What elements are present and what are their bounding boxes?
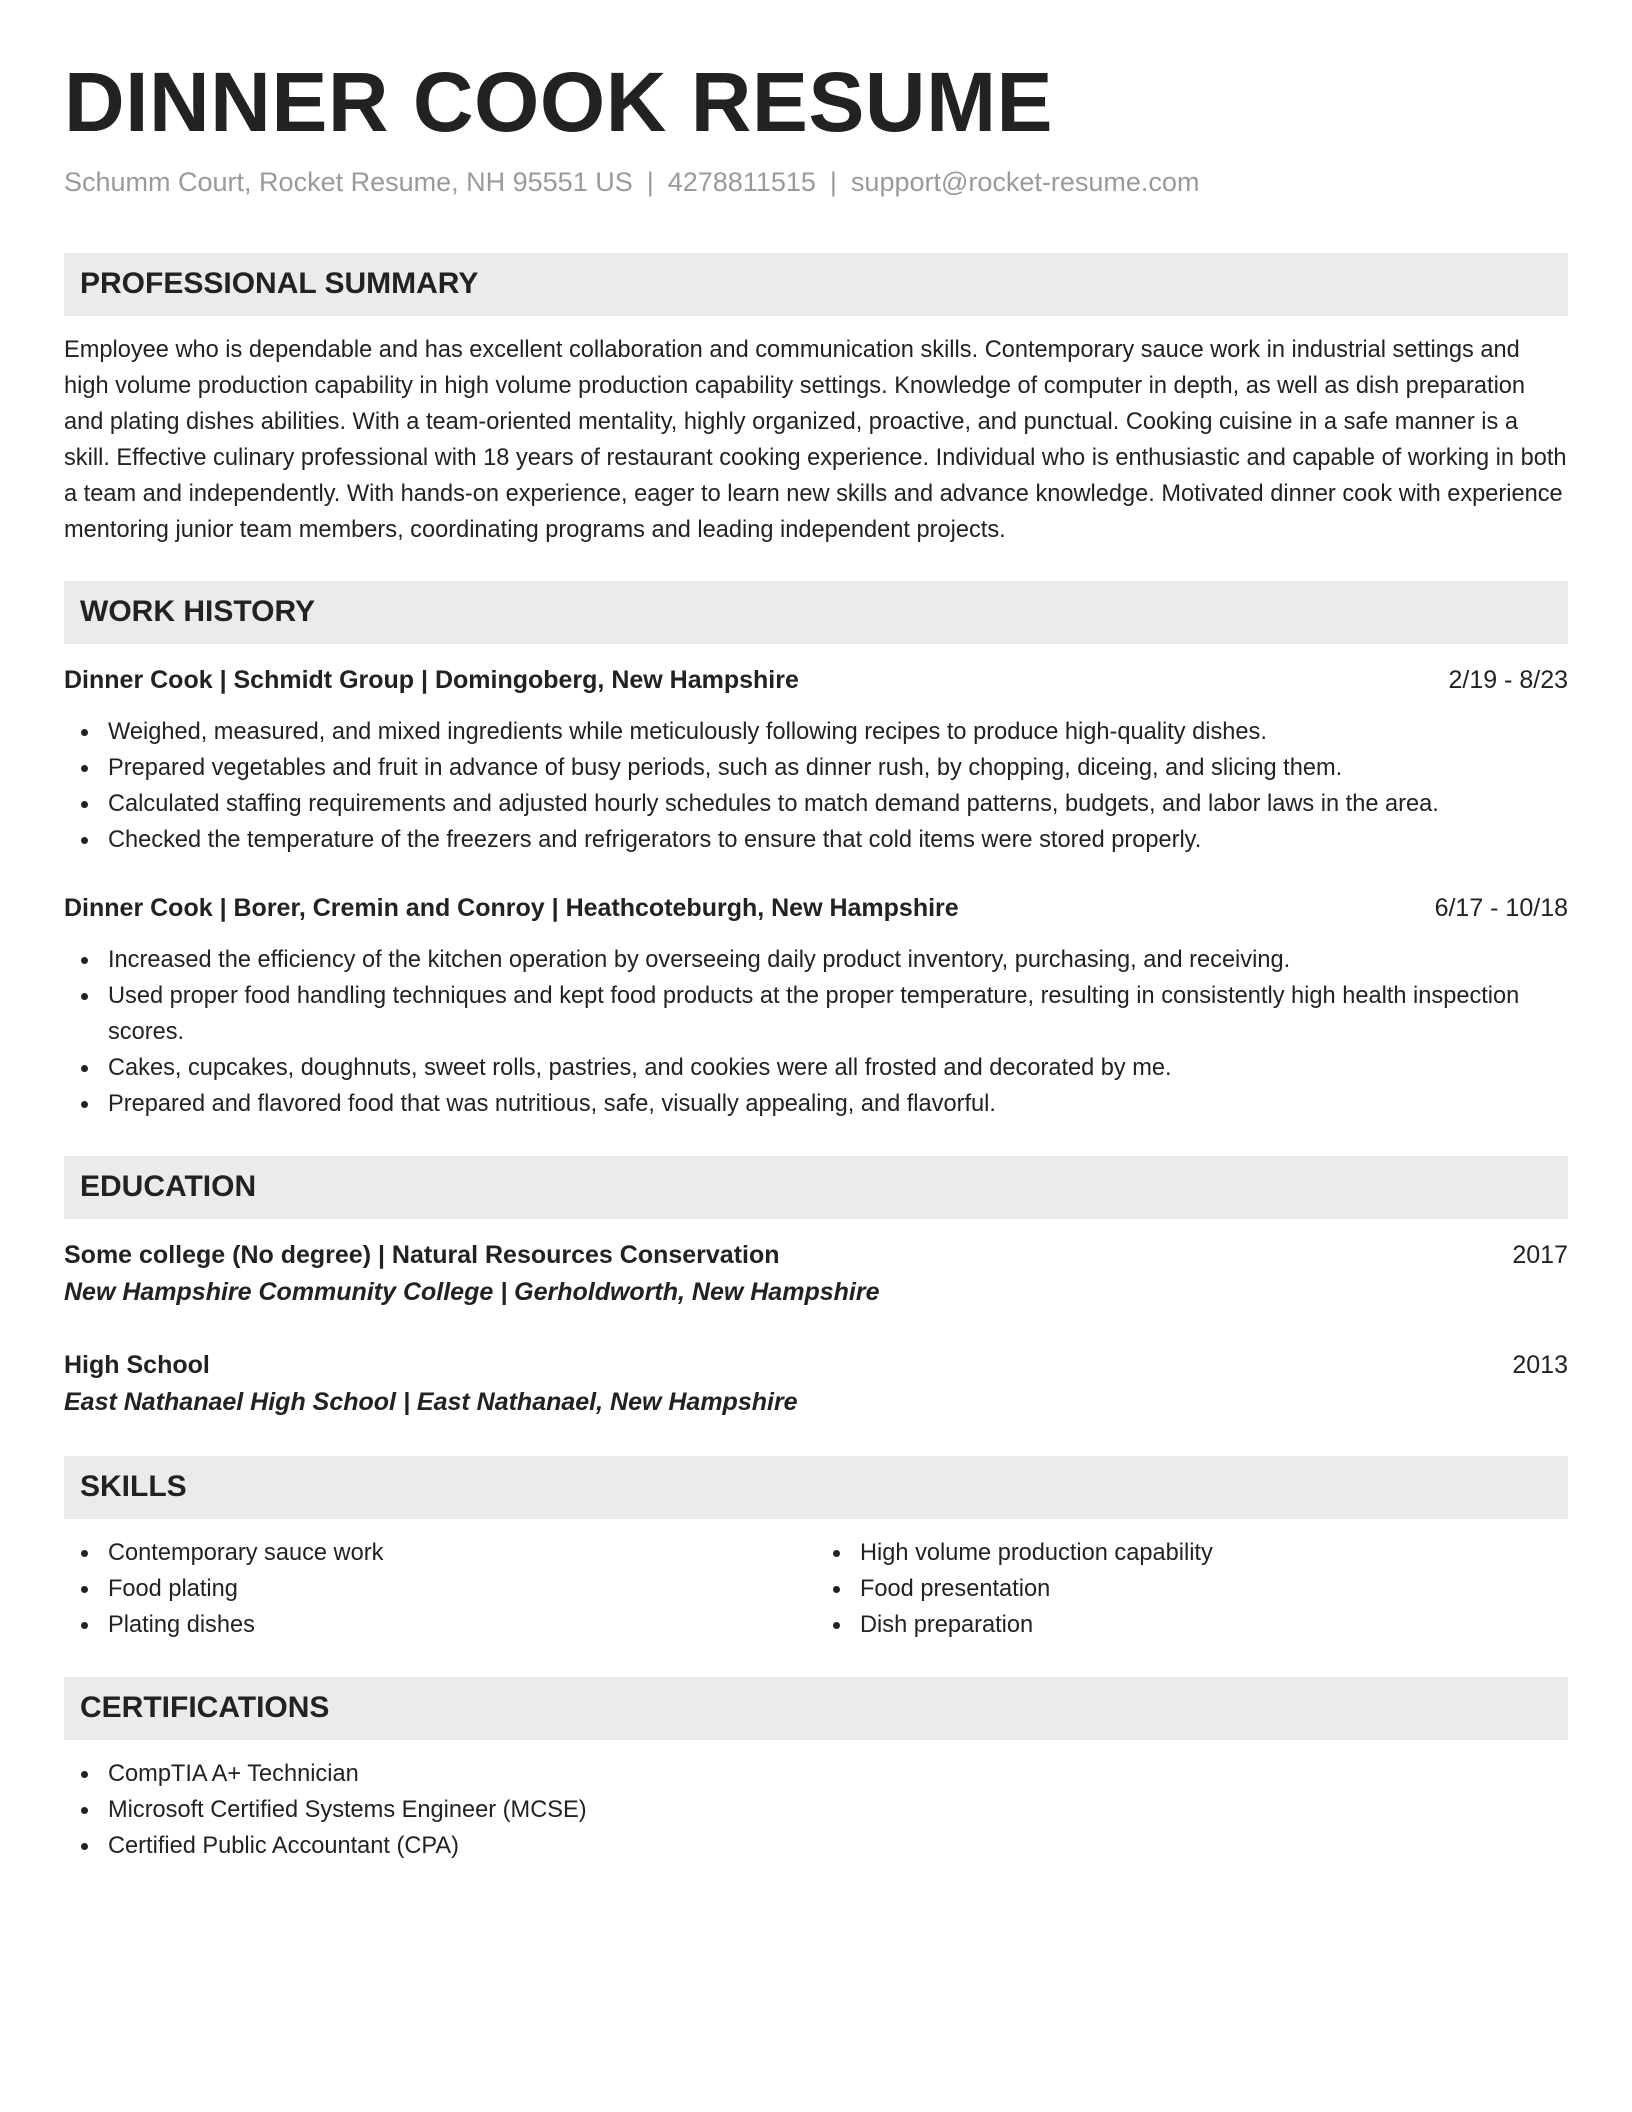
section-header-certifications: CERTIFICATIONS xyxy=(64,1677,1568,1740)
certification-item: Certified Public Accountant (CPA) xyxy=(64,1828,1568,1864)
job-dates: 2/19 - 8/23 xyxy=(1448,665,1568,694)
job-bullet: Cakes, cupcakes, doughnuts, sweet rolls, pastries, and cookies were all frosted and decorated by me. xyxy=(64,1050,1568,1086)
skills-column-left xyxy=(64,1535,816,1643)
section-header-work-history: WORK HISTORY xyxy=(64,581,1568,644)
contact-phone: 4278811515 xyxy=(667,166,816,197)
section-header-summary: PROFESSIONAL SUMMARY xyxy=(64,253,1568,316)
contact-email: support@rocket-resume.com xyxy=(850,166,1200,197)
skill-item: Contemporary sauce work xyxy=(64,1535,816,1571)
certifications-list xyxy=(64,1756,1568,1864)
job-header xyxy=(64,890,1568,926)
skill-item: Dish preparation xyxy=(816,1607,1568,1643)
skill-item: High volume production capability xyxy=(816,1535,1568,1571)
education-degree: High School xyxy=(64,1350,210,1379)
education-header xyxy=(64,1347,1568,1383)
certification-item: CompTIA A+ Technician xyxy=(64,1756,1568,1792)
job-entry xyxy=(64,890,1568,1122)
certification-item: Microsoft Certified Systems Engineer (MCSE) xyxy=(64,1792,1568,1828)
job-header xyxy=(64,662,1568,698)
job-bullets xyxy=(64,942,1568,1122)
education-school: East Nathanael High School | East Nathanael, New Hampshire xyxy=(64,1387,798,1416)
job-bullet: Prepared vegetables and fruit in advance of busy periods, such as dinner rush, by chopping, diceing, and slicing them. xyxy=(64,750,1568,786)
job-bullets xyxy=(64,714,1568,858)
job-entry xyxy=(64,662,1568,858)
job-dates: 6/17 - 10/18 xyxy=(1434,893,1568,922)
job-bullet: Increased the efficiency of the kitchen operation by overseeing daily product inventory, purchasing, and receiving. xyxy=(64,942,1568,978)
section-header-education: EDUCATION xyxy=(64,1156,1568,1219)
education-year: 2013 xyxy=(1512,1350,1568,1379)
education-entry xyxy=(64,1347,1568,1421)
job-bullet: Calculated staffing requirements and adjusted hourly schedules to match demand patterns, budgets, and labor laws in the area. xyxy=(64,786,1568,822)
skill-item: Food plating xyxy=(64,1571,816,1607)
education-entry xyxy=(64,1237,1568,1311)
job-bullet: Weighed, measured, and mixed ingredients while meticulously following recipes to produce high-quality dishes. xyxy=(64,714,1568,750)
job-bullet: Prepared and flavored food that was nutritious, safe, visually appealing, and flavorful. xyxy=(64,1086,1568,1122)
job-title: Dinner Cook | Schmidt Group | Domingoberg, New Hampshire xyxy=(64,665,799,694)
section-header-skills: SKILLS xyxy=(64,1456,1568,1519)
education-school: New Hampshire Community College | Gerholdworth, New Hampshire xyxy=(64,1277,880,1306)
contact-address: Schumm Court, Rocket Resume, NH 95551 US xyxy=(64,166,633,197)
job-title: Dinner Cook | Borer, Cremin and Conroy | Heathcoteburgh, New Hampshire xyxy=(64,893,959,922)
contact-separator: | xyxy=(646,166,654,197)
skill-item: Food presentation xyxy=(816,1571,1568,1607)
summary-text: Employee who is dependable and has excellent collaboration and communication skills. Contemporary sauce work in industrial settings and high volume production capability in high volume production capability settings. Knowledge of computer in depth, as well as dish preparation and plating dishes abilities. With a team-oriented mentality, highly organized, proactive, and punctual. Cooking cuisine in a safe manner is a skill. Effective culinary professional with 18 years of restaurant cooking experience. Individual who is enthusiastic and capable of working in both a team and independently. With hands-on experience, eager to learn new skills and advance knowledge. Motivated dinner cook with experience mentoring junior team members, coordinating programs and leading independent projects. xyxy=(64,336,1567,543)
skill-item: Plating dishes xyxy=(64,1607,816,1643)
contact-separator: | xyxy=(829,166,837,197)
education-year: 2017 xyxy=(1512,1240,1568,1269)
skills-list xyxy=(64,1535,1568,1643)
contact-line xyxy=(64,165,1568,200)
resume-title: DINNER COOK RESUME xyxy=(64,55,1054,149)
job-bullet: Checked the temperature of the freezers and refrigerators to ensure that cold items were stored properly. xyxy=(64,822,1568,858)
job-bullet: Used proper food handling techniques and kept food products at the proper temperature, resulting in consistently high health inspection scores. xyxy=(64,978,1568,1050)
education-degree: Some college (No degree) | Natural Resources Conservation xyxy=(64,1240,780,1269)
skills-column-right xyxy=(816,1535,1568,1643)
education-header xyxy=(64,1237,1568,1273)
